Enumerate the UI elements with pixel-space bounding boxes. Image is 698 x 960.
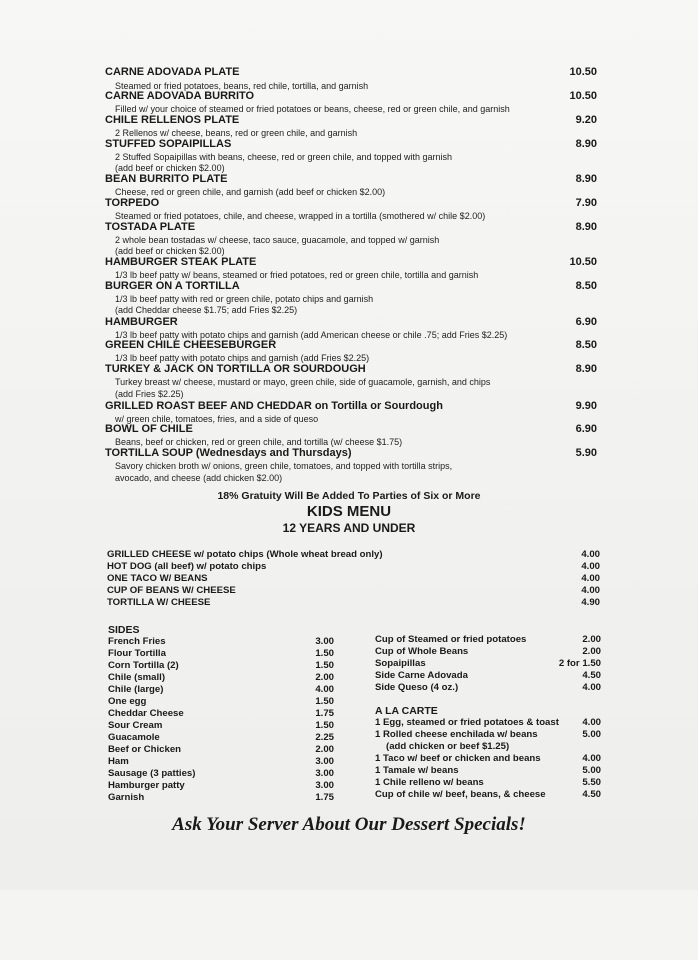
item-price: 8.90 (575, 173, 597, 185)
item-price: 8.50 (575, 339, 597, 351)
item-price: 8.90 (575, 138, 597, 150)
dessert-specials-line: Ask Your Server About Our Dessert Specials! (172, 814, 526, 835)
menu-item (105, 423, 597, 436)
side-item (108, 696, 334, 708)
item-price: 2.25 (315, 732, 334, 743)
kids-item (107, 585, 600, 597)
item-price: 9.90 (575, 400, 597, 412)
item-description: avocado, and cheese (add chicken $2.00) (115, 473, 283, 483)
item-price: 3.00 (315, 636, 334, 647)
item-name: CHILE RELLENOS PLATE (105, 114, 240, 126)
item-price: 10.50 (569, 90, 597, 102)
item-name: French Fries (108, 636, 166, 647)
item-description: 2 Stuffed Sopaipillas with beans, cheese, red or green chile, and topped with garnish (115, 152, 453, 162)
item-name: BOWL OF CHILE (105, 423, 193, 435)
item-name: TURKEY & JACK ON TORTILLA OR SOURDOUGH (105, 363, 366, 375)
item-name: Ham (108, 756, 129, 767)
item-name: Hamburger patty (108, 780, 185, 791)
item-price: 1.75 (315, 708, 334, 719)
item-name: ONE TACO W/ BEANS (107, 573, 208, 584)
menu-item (105, 173, 597, 186)
menu-item (105, 90, 597, 103)
item-description: 2 whole bean tostadas w/ cheese, taco sauce, guacamole, and topped w/ garnish (115, 235, 440, 245)
item-price: 2.00 (582, 634, 601, 645)
item-description: (add Fries $2.25) (115, 389, 184, 399)
item-price: 1.50 (315, 696, 334, 707)
item-name: BURGER ON A TORTILLA (105, 280, 240, 292)
item-name: Side Carne Adovada (375, 670, 468, 681)
kids-item (107, 573, 600, 585)
a-la-carte-item (375, 753, 601, 765)
item-name: GRILLED ROAST BEEF AND CHEDDAR on Tortilla or Sourdough (105, 400, 443, 412)
item-price: 9.20 (575, 114, 597, 126)
item-price: 4.00 (582, 682, 601, 693)
side-item (375, 670, 601, 682)
item-name: Chile (small) (108, 672, 166, 683)
item-price: 4.00 (582, 753, 601, 764)
menu-item (105, 400, 597, 413)
item-price: 2.00 (582, 646, 601, 657)
item-name: HAMBURGER STEAK PLATE (105, 256, 257, 268)
item-name: Guacamole (108, 732, 160, 743)
item-price: 10.50 (569, 66, 597, 78)
item-name: GREEN CHILE CHEESEBURGER (105, 339, 277, 351)
item-name: Sour Cream (108, 720, 163, 731)
kids-item (107, 561, 600, 573)
item-price: 4.90 (581, 597, 600, 608)
item-description: (add beef or chicken $2.00) (115, 246, 225, 256)
item-price: 2 for 1.50 (558, 658, 601, 669)
side-item (108, 780, 334, 792)
side-item (375, 634, 601, 646)
side-item (108, 732, 334, 744)
item-name: Cup of Whole Beans (375, 646, 469, 657)
menu-item (105, 280, 597, 293)
menu-item (105, 197, 597, 210)
item-description: 2 Rellenos w/ cheese, beans, red or green chile, and garnish (115, 128, 358, 138)
menu-item (105, 256, 597, 269)
item-description: Cheese, red or green chile, and garnish (add beef or chicken $2.00) (115, 187, 386, 197)
item-name: One egg (108, 696, 147, 707)
item-description: w/ green chile, tomatoes, fries, and a side of queso (115, 414, 319, 424)
side-item (375, 682, 601, 694)
item-price: 8.50 (575, 280, 597, 292)
side-item (375, 646, 601, 658)
side-item (108, 648, 334, 660)
item-name: Cup of chile w/ beef, beans, & cheese (375, 789, 546, 800)
item-description: Beans, beef or chicken, red or green chile, and tortilla (w/ cheese $1.75) (115, 437, 403, 447)
menu-item (105, 221, 597, 234)
item-name: Corn Tortilla (2) (108, 660, 179, 671)
item-description: Filled w/ your choice of steamed or fried potatoes or beans, cheese, red or green chile, and garnish (115, 104, 510, 114)
side-item (375, 658, 601, 670)
item-name: Cheddar Cheese (108, 708, 184, 719)
side-item (108, 744, 334, 756)
item-description: Turkey breast w/ cheese, mustard or mayo, green chile, side of guacamole, garnish, and chips (115, 377, 491, 387)
item-description: (add beef or chicken $2.00) (115, 163, 225, 173)
item-name: TORPEDO (105, 197, 160, 209)
item-description: Steamed or fried potatoes, beans, red chile, tortilla, and garnish (115, 81, 369, 91)
item-name: TORTILLA SOUP (Wednesdays and Thursdays) (105, 447, 352, 459)
item-name: Cup of Steamed or fried potatoes (375, 634, 527, 645)
item-price: 4.00 (582, 717, 601, 728)
menu-item (105, 114, 597, 127)
side-item (108, 792, 334, 804)
item-price: 3.00 (315, 780, 334, 791)
item-name: Beef or Chicken (108, 744, 182, 755)
item-description: (add Cheddar cheese $1.75; add Fries $2.25) (115, 305, 298, 315)
a-la-carte-item (375, 777, 601, 789)
item-description: Savory chicken broth w/ onions, green chile, tomatoes, and topped with tortilla strips, (115, 461, 453, 471)
item-name: 1 Tamale w/ beans (375, 765, 459, 776)
item-name: HOT DOG (all beef) w/ potato chips (107, 561, 267, 572)
item-name: GRILLED CHEESE w/ potato chips (Whole wheat bread only) (107, 549, 383, 560)
menu-item (105, 66, 597, 79)
menu-item (105, 363, 597, 376)
a-la-carte-item (375, 765, 601, 777)
item-price: 4.00 (581, 585, 600, 596)
item-name: STUFFED SOPAIPILLAS (105, 138, 232, 150)
menu-item (105, 138, 597, 151)
item-price: 5.50 (582, 777, 601, 788)
item-name: Sopaipillas (375, 658, 426, 669)
menu-item (105, 339, 597, 352)
item-name: Sausage (3 patties) (108, 768, 196, 779)
enchilada-note: (add chicken or beef $1.25) (386, 741, 510, 752)
item-name: Chile (large) (108, 684, 164, 695)
item-description: 1/3 lb beef patty with potato chips and garnish (add Fries $2.25) (115, 353, 370, 363)
page-bottom-margin (0, 890, 698, 960)
item-description: 1/3 lb beef patty with red or green chile, potato chips and garnish (115, 294, 374, 304)
item-price: 2.00 (315, 672, 334, 683)
item-price: 5.00 (582, 729, 601, 740)
item-price: 4.50 (582, 789, 601, 800)
item-description: 1/3 lb beef patty with potato chips and garnish (add American cheese or chile .75; add Fries $2.25) (115, 330, 508, 340)
item-name: Side Queso (4 oz.) (375, 682, 459, 693)
side-item (108, 660, 334, 672)
item-price: 6.90 (575, 423, 597, 435)
item-name: BEAN BURRITO PLATE (105, 173, 228, 185)
item-price: 4.00 (315, 684, 334, 695)
item-price: 10.50 (569, 256, 597, 268)
item-name: CARNE ADOVADA BURRITO (105, 90, 255, 102)
item-name: 1 Egg, steamed or fried potatoes & toast (375, 717, 559, 728)
item-description: 1/3 lb beef patty w/ beans, steamed or fried potatoes, red or green chile, tortilla and garnish (115, 270, 479, 280)
side-item (108, 756, 334, 768)
item-name: TOSTADA PLATE (105, 221, 196, 233)
a-la-carte-item (375, 717, 601, 729)
item-price: 4.00 (581, 549, 600, 560)
item-price: 8.90 (575, 363, 597, 375)
kids-item (107, 549, 600, 561)
side-item (108, 720, 334, 732)
item-price: 4.50 (582, 670, 601, 681)
item-name: Flour Tortilla (108, 648, 166, 659)
menu-item (105, 316, 597, 329)
item-price: 2.00 (315, 744, 334, 755)
a-la-carte-item (375, 789, 601, 801)
kids-menu-title: KIDS MENU (306, 503, 392, 520)
item-price: 1.50 (315, 720, 334, 731)
item-price: 1.50 (315, 660, 334, 671)
menu-item (105, 447, 597, 460)
item-price: 5.90 (575, 447, 597, 459)
item-name: TORTILLA W/ CHEESE (107, 597, 211, 608)
item-name: HAMBURGER (105, 316, 178, 328)
item-price: 3.00 (315, 768, 334, 779)
a-la-carte-heading: A LA CARTE (375, 705, 438, 717)
item-name: 1 Taco w/ beef or chicken and beans (375, 753, 541, 764)
item-description: Steamed or fried potatoes, chile, and cheese, wrapped in a tortilla (smothered w/ chile $2.00) (115, 211, 486, 221)
item-price: 4.00 (581, 561, 600, 572)
side-item (108, 768, 334, 780)
item-price: 5.00 (582, 765, 601, 776)
item-price: 7.90 (575, 197, 597, 209)
item-price: 8.90 (575, 221, 597, 233)
sides-heading: SIDES (108, 624, 140, 636)
side-item (108, 684, 334, 696)
a-la-carte-item (375, 729, 601, 741)
item-price: 1.75 (315, 792, 334, 803)
kids-menu-subtitle: 12 YEARS AND UNDER (282, 521, 416, 535)
item-name: 1 Rolled cheese enchilada w/ beans (375, 729, 538, 740)
item-price: 4.00 (581, 573, 600, 584)
side-item (108, 636, 334, 648)
gratuity-note: 18% Gratuity Will Be Added To Parties of Six or More (217, 490, 481, 502)
item-price: 3.00 (315, 756, 334, 767)
item-name: CARNE ADOVADA PLATE (105, 66, 240, 78)
kids-item (107, 597, 600, 609)
item-name: 1 Chile relleno w/ beans (375, 777, 484, 788)
item-name: Garnish (108, 792, 145, 803)
item-price: 1.50 (315, 648, 334, 659)
item-name: CUP OF BEANS W/ CHEESE (107, 585, 236, 596)
item-price: 6.90 (575, 316, 597, 328)
side-item (108, 672, 334, 684)
side-item (108, 708, 334, 720)
